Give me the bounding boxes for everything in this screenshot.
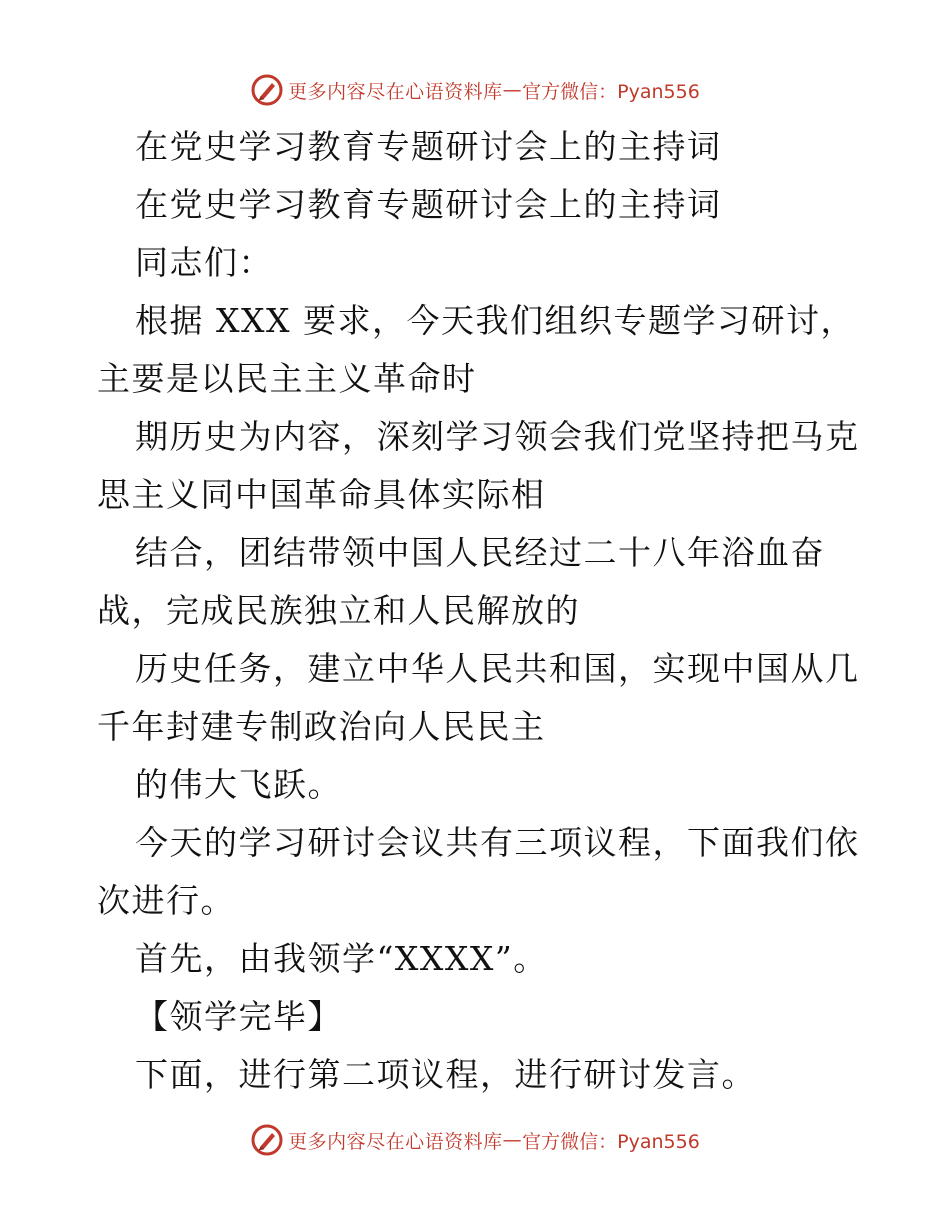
watermark-wechat: 官方微信：Pyan556	[522, 1130, 700, 1153]
watermark-text: 更多内容尽在心语资料库	[288, 80, 503, 103]
watermark-header	[0, 70, 950, 110]
pen-logo-icon	[250, 73, 284, 107]
paragraph-line: 历史任务，建立中华人民共和国，实现中国从几	[135, 649, 860, 688]
document-body	[97, 118, 860, 1104]
watermark-dash: —	[502, 1129, 523, 1151]
paragraph-line: 结合，团结带领中国人民经过二十八年浴血奋	[135, 533, 825, 572]
paragraph-line: 的伟大飞跃。	[135, 765, 342, 804]
watermark-text: 更多内容尽在心语资料库	[288, 1130, 503, 1153]
pen-logo-icon	[250, 1123, 284, 1157]
watermark-dash: —	[502, 79, 523, 101]
doc-title: 在党史学习教育专题研讨会上的主持词	[135, 127, 722, 166]
bracket-note: 【领学完毕】	[135, 997, 342, 1036]
paragraph-line: 次进行。	[97, 881, 235, 920]
paragraph-line: 战，完成民族独立和人民解放的	[97, 591, 580, 630]
doc-title-repeat: 在党史学习教育专题研讨会上的主持词	[135, 185, 722, 224]
paragraph-line: 期历史为内容，深刻学习领会我们党坚持把马克	[135, 417, 860, 456]
paragraph-line: 主要是以民主主义革命时	[97, 359, 477, 398]
paragraph-line: 下面，进行第二项议程，进行研讨发言。	[135, 1055, 756, 1094]
salutation: 同志们：	[135, 243, 273, 282]
watermark-footer	[0, 1120, 950, 1160]
paragraph-line: 今天的学习研讨会议共有三项议程，下面我们依	[135, 823, 860, 862]
paragraph-line: 根据 XXX 要求，今天我们组织专题学习研讨，	[135, 301, 855, 340]
paragraph-line: 首先，由我领学“XXXX”。	[135, 939, 548, 978]
paragraph-line: 思主义同中国革命具体实际相	[97, 475, 546, 514]
paragraph-line: 千年封建专制政治向人民民主	[97, 707, 546, 746]
watermark-wechat: 官方微信：Pyan556	[522, 80, 700, 103]
